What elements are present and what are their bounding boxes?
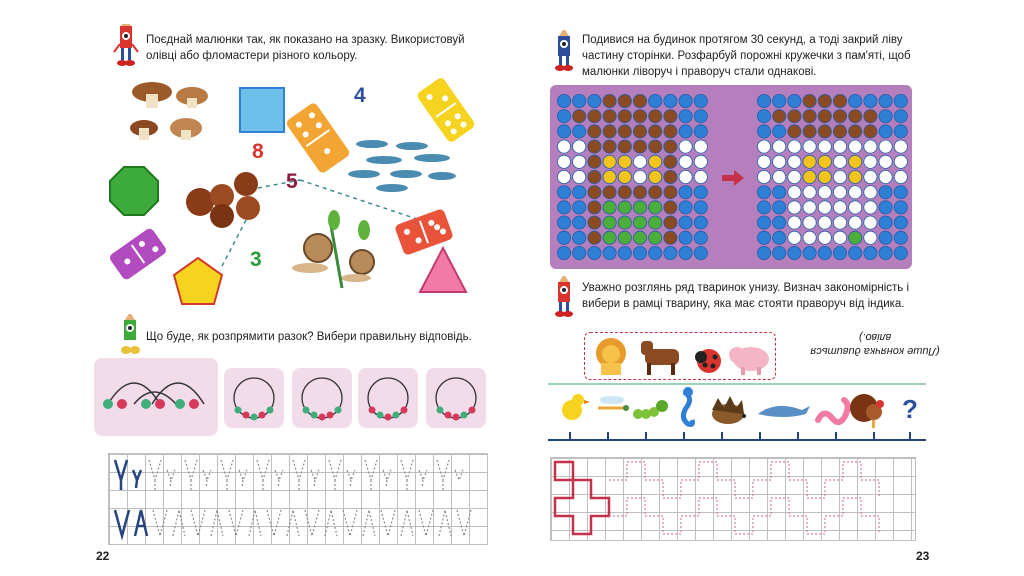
grid-circle — [649, 246, 662, 259]
pencil-mascot-blue-icon — [550, 30, 578, 72]
grid-circle[interactable] — [757, 125, 770, 138]
blue-square-shape — [240, 88, 284, 132]
grid-circle[interactable] — [849, 110, 862, 123]
grid-circle — [633, 201, 646, 214]
grid-circle — [588, 231, 601, 244]
grid-circle — [618, 201, 631, 214]
grid-circle[interactable] — [894, 186, 907, 199]
grid-circle — [679, 201, 692, 214]
grid-circle — [588, 155, 601, 168]
grid-circle — [694, 201, 707, 214]
grid-circle — [603, 110, 616, 123]
grid-circle[interactable] — [757, 246, 770, 259]
grid-circle[interactable] — [879, 246, 892, 259]
grid-circle — [603, 201, 616, 214]
animal-sequence — [548, 378, 928, 448]
pencil-mascot-green-icon — [116, 314, 144, 356]
grid-circle — [557, 216, 570, 229]
grid-circle — [588, 246, 601, 259]
grid-circle — [557, 170, 570, 183]
grid-circle[interactable] — [833, 201, 846, 214]
number-8: 8 — [252, 140, 264, 163]
grid-circle[interactable] — [788, 125, 801, 138]
hedgehog-icon — [712, 396, 746, 424]
grid-circle[interactable] — [818, 246, 831, 259]
grid-circle[interactable] — [818, 140, 831, 153]
grid-circle[interactable] — [864, 110, 877, 123]
grid-circle[interactable] — [773, 110, 786, 123]
answer-choices-frame — [584, 332, 776, 380]
grid-circle — [679, 246, 692, 259]
grid-circle — [573, 201, 586, 214]
grid-circle[interactable] — [773, 140, 786, 153]
grid-circle[interactable] — [833, 216, 846, 229]
grid-circle[interactable] — [818, 125, 831, 138]
grid-circle — [649, 140, 662, 153]
grid-circle[interactable] — [864, 246, 877, 259]
grid-circle[interactable] — [864, 125, 877, 138]
grid-circle[interactable] — [803, 231, 816, 244]
grid-circle — [588, 110, 601, 123]
grid-circle — [557, 110, 570, 123]
grid-circle[interactable] — [833, 170, 846, 183]
grid-circle — [679, 155, 692, 168]
green-octagon-shape — [110, 167, 158, 215]
grid-circle[interactable] — [849, 170, 862, 183]
memory-board — [550, 85, 912, 269]
grid-circle — [557, 186, 570, 199]
trace-pattern-dotted — [609, 462, 879, 534]
number-4: 4 — [354, 84, 366, 107]
grid-circle[interactable] — [833, 231, 846, 244]
grid-circle — [618, 94, 631, 107]
grid-circle — [633, 140, 646, 153]
grid-circle — [618, 216, 631, 229]
grid-circle — [694, 155, 707, 168]
grid-circle — [573, 110, 586, 123]
grid-circle — [679, 125, 692, 138]
grid-circle — [649, 231, 662, 244]
grid-circle — [573, 246, 586, 259]
grid-circle[interactable] — [894, 110, 907, 123]
grid-circle[interactable] — [757, 186, 770, 199]
number-5: 5 — [286, 170, 298, 193]
grid-circle — [664, 140, 677, 153]
grid-circle[interactable] — [879, 155, 892, 168]
grid-circle[interactable] — [803, 170, 816, 183]
grid-circle[interactable] — [818, 110, 831, 123]
grid-circle — [679, 94, 692, 107]
grid-circle — [573, 186, 586, 199]
grid-circle — [573, 155, 586, 168]
sample-pattern-line — [555, 462, 609, 534]
grid-circle — [649, 201, 662, 214]
grid-circle — [588, 125, 601, 138]
grid-circle — [664, 216, 677, 229]
grid-circle[interactable] — [788, 155, 801, 168]
grid-circle — [603, 231, 616, 244]
domino-purple — [108, 227, 168, 281]
grid-circle — [633, 125, 646, 138]
grid-circle[interactable] — [788, 170, 801, 183]
domino-orange — [285, 101, 351, 174]
grid-circle[interactable] — [818, 186, 831, 199]
grid-circle — [649, 216, 662, 229]
grid-circle — [664, 170, 677, 183]
grid-circle[interactable] — [894, 216, 907, 229]
grid-circle[interactable] — [894, 246, 907, 259]
grid-circle — [603, 186, 616, 199]
grid-circle — [633, 246, 646, 259]
domino-yellow — [416, 76, 477, 144]
grid-circle[interactable] — [833, 94, 846, 107]
grid-circle — [649, 155, 662, 168]
pig-icon[interactable] — [729, 347, 769, 375]
grid-circle — [649, 94, 662, 107]
pattern-drawing-grid[interactable] — [550, 457, 916, 541]
grid-circle — [603, 155, 616, 168]
grid-circle[interactable] — [818, 170, 831, 183]
grid-circle — [694, 110, 707, 123]
grid-circle[interactable] — [803, 186, 816, 199]
grid-circle — [573, 170, 586, 183]
grid-circle[interactable] — [773, 246, 786, 259]
bead-option-4[interactable] — [426, 368, 486, 428]
mushrooms-image — [130, 82, 208, 140]
grid-circle — [618, 110, 631, 123]
dolphin-icon — [758, 406, 810, 417]
grid-circle[interactable] — [894, 170, 907, 183]
pencil-mascot-icon — [112, 24, 140, 68]
grid-circle — [588, 140, 601, 153]
grid-circle[interactable] — [818, 155, 831, 168]
grid-circle[interactable] — [757, 201, 770, 214]
grid-circle — [649, 125, 662, 138]
grid-circle[interactable] — [773, 170, 786, 183]
domino-red — [394, 208, 454, 256]
grid-circle — [603, 246, 616, 259]
grid-circle[interactable] — [803, 246, 816, 259]
grid-circle[interactable] — [864, 216, 877, 229]
grid-circle — [618, 231, 631, 244]
house-fill-grid[interactable] — [757, 94, 907, 259]
grid-circle[interactable] — [833, 246, 846, 259]
grid-circle[interactable] — [849, 246, 862, 259]
upside-down-note: (Лише конячка дивиться вліво.) — [810, 331, 940, 357]
matching-exercise — [0, 70, 512, 310]
grid-circle — [649, 186, 662, 199]
grid-circle — [618, 186, 631, 199]
grid-circle — [557, 201, 570, 214]
grid-circle[interactable] — [864, 140, 877, 153]
right-arrow-icon — [722, 170, 744, 186]
grid-circle[interactable] — [849, 186, 862, 199]
grid-circle — [694, 186, 707, 199]
grid-circle[interactable] — [803, 94, 816, 107]
page-number-left: 22 — [96, 549, 110, 563]
grid-circle — [633, 186, 646, 199]
grid-circle[interactable] — [879, 125, 892, 138]
grid-circle[interactable] — [757, 231, 770, 244]
grid-circle — [664, 246, 677, 259]
grid-circle[interactable] — [818, 216, 831, 229]
grid-circle — [633, 216, 646, 229]
grid-circle — [618, 140, 631, 153]
grid-circle — [664, 201, 677, 214]
trace-pattern — [149, 460, 471, 536]
grid-circle[interactable] — [788, 201, 801, 214]
grid-circle — [557, 140, 570, 153]
grid-circle — [618, 246, 631, 259]
grid-circle — [679, 140, 692, 153]
grid-circle[interactable] — [849, 216, 862, 229]
grid-circle[interactable] — [833, 140, 846, 153]
grid-circle — [664, 186, 677, 199]
grid-circle[interactable] — [879, 231, 892, 244]
grid-circle[interactable] — [879, 140, 892, 153]
bead-option-2[interactable] — [292, 368, 352, 428]
grid-circle[interactable] — [818, 231, 831, 244]
grid-circle — [633, 170, 646, 183]
grid-circle — [694, 231, 707, 244]
grid-circle[interactable] — [894, 155, 907, 168]
fishes-image — [348, 140, 456, 192]
grid-circle — [573, 125, 586, 138]
grid-circle — [694, 216, 707, 229]
grid-circle — [649, 110, 662, 123]
grid-circle[interactable] — [757, 216, 770, 229]
grid-circle[interactable] — [788, 231, 801, 244]
memory-task-instruction: Подивися на будинок протягом 30 секунд, а тоді закрий ліву частину сторінки. Розфарбуй порожні кружечки з пам'яті, щоб малюнки ліворуч і праворуч стали однакові. — [582, 34, 911, 78]
grid-circle[interactable] — [894, 140, 907, 153]
grid-circle — [603, 94, 616, 107]
snails-image — [292, 210, 374, 288]
grid-circle[interactable] — [773, 186, 786, 199]
grid-circle[interactable] — [833, 110, 846, 123]
grid-circle[interactable] — [757, 140, 770, 153]
grid-circle[interactable] — [849, 231, 862, 244]
ladybug-icon[interactable] — [695, 349, 721, 373]
grid-circle[interactable] — [833, 155, 846, 168]
grid-circle[interactable] — [879, 110, 892, 123]
horse-icon[interactable] — [641, 341, 679, 375]
grid-circle — [588, 186, 601, 199]
seahorse-icon — [683, 387, 693, 425]
grid-circle — [694, 94, 707, 107]
grid-circle[interactable] — [864, 186, 877, 199]
grid-circle — [603, 140, 616, 153]
grid-circle[interactable] — [833, 125, 846, 138]
page-number-right: 23 — [916, 549, 930, 563]
grid-circle — [557, 231, 570, 244]
caterpillar-icon — [633, 400, 668, 419]
grid-circle — [573, 94, 586, 107]
house-sample-grid — [557, 94, 707, 259]
question-mark: ? — [902, 394, 918, 424]
grid-circle[interactable] — [788, 94, 801, 107]
grid-circle[interactable] — [864, 155, 877, 168]
grid-circle — [664, 155, 677, 168]
grid-circle[interactable] — [803, 140, 816, 153]
grid-circle[interactable] — [803, 125, 816, 138]
grid-circle — [694, 140, 707, 153]
pattern-task-instruction: Уважно розглянь ряд тваринок унизу. Визнач закономірність і вибери в рамці тварину, яка має стояти праворуч від індика. — [582, 282, 910, 310]
grid-circle — [603, 170, 616, 183]
grid-circle[interactable] — [788, 110, 801, 123]
grid-circle — [679, 110, 692, 123]
task2-instruction: Що буде, як розпрямити разок? Вибери правильну відповідь. — [146, 331, 472, 343]
bead-sample-tile — [94, 358, 218, 436]
grid-circle — [588, 94, 601, 107]
handwriting-grid[interactable] — [108, 453, 488, 545]
grid-circle[interactable] — [864, 170, 877, 183]
grid-circle[interactable] — [757, 110, 770, 123]
grid-circle[interactable] — [849, 155, 862, 168]
grid-circle[interactable] — [757, 94, 770, 107]
grid-circle[interactable] — [849, 201, 862, 214]
grid-circle — [633, 110, 646, 123]
grid-circle — [679, 231, 692, 244]
grid-circle — [633, 94, 646, 107]
grid-circle — [557, 125, 570, 138]
grid-circle — [618, 155, 631, 168]
grid-circle — [649, 170, 662, 183]
grid-circle — [679, 170, 692, 183]
grid-circle[interactable] — [773, 231, 786, 244]
grid-circle — [557, 155, 570, 168]
grid-circle[interactable] — [773, 201, 786, 214]
grid-circle[interactable] — [849, 125, 862, 138]
grid-circle — [694, 246, 707, 259]
grid-circle — [679, 186, 692, 199]
grid-circle[interactable] — [818, 94, 831, 107]
bead-option-1[interactable] — [224, 368, 284, 428]
grid-circle[interactable] — [879, 170, 892, 183]
grid-circle[interactable] — [879, 94, 892, 107]
grid-circle[interactable] — [894, 125, 907, 138]
grid-circle[interactable] — [803, 216, 816, 229]
pink-triangle-shape — [420, 248, 466, 292]
grid-circle[interactable] — [788, 140, 801, 153]
grid-circle[interactable] — [757, 155, 770, 168]
grid-circle[interactable] — [894, 231, 907, 244]
dragonfly-icon — [598, 396, 629, 411]
chick-icon — [562, 394, 590, 420]
grid-circle — [603, 216, 616, 229]
grid-circle[interactable] — [864, 94, 877, 107]
grid-circle[interactable] — [879, 216, 892, 229]
right-page — [512, 0, 1024, 576]
grid-circle[interactable] — [773, 94, 786, 107]
grid-circle — [573, 140, 586, 153]
grid-circle[interactable] — [849, 140, 862, 153]
grid-circle[interactable] — [773, 216, 786, 229]
grid-circle — [633, 155, 646, 168]
grid-circle[interactable] — [803, 110, 816, 123]
yellow-pentagon-shape — [174, 258, 222, 304]
house-circles-grid[interactable] — [550, 85, 912, 269]
task1-instruction: Поєднай малюнки так, як показано на зразку. Використовуй олівці або фломастери різного кольору. — [146, 34, 465, 62]
grid-circle[interactable] — [788, 216, 801, 229]
grid-circle — [557, 94, 570, 107]
grid-circle[interactable] — [849, 94, 862, 107]
grid-circle[interactable] — [833, 186, 846, 199]
grid-circle[interactable] — [803, 201, 816, 214]
grid-circle[interactable] — [773, 125, 786, 138]
grid-circle[interactable] — [803, 155, 816, 168]
grid-circle — [573, 231, 586, 244]
grid-circle — [618, 170, 631, 183]
grid-circle — [557, 246, 570, 259]
bead-option-3[interactable] — [358, 368, 418, 428]
grid-circle[interactable] — [773, 155, 786, 168]
grid-circle[interactable] — [788, 246, 801, 259]
worm-icon — [818, 400, 848, 422]
pencil-mascot-red-icon — [550, 276, 578, 318]
grid-circle[interactable] — [894, 201, 907, 214]
grid-circle — [588, 216, 601, 229]
grid-circle — [694, 125, 707, 138]
grid-circle — [664, 125, 677, 138]
grid-circle — [603, 125, 616, 138]
grid-circle — [588, 170, 601, 183]
grid-circle — [679, 216, 692, 229]
grid-circle — [633, 231, 646, 244]
number-3: 3 — [250, 248, 262, 271]
grid-circle[interactable] — [864, 201, 877, 214]
grid-circle[interactable] — [879, 186, 892, 199]
grid-circle — [694, 170, 707, 183]
grid-circle — [664, 94, 677, 107]
chestnuts-image — [186, 172, 260, 228]
grid-circle — [618, 125, 631, 138]
grid-circle — [664, 231, 677, 244]
lion-icon[interactable] — [596, 338, 626, 375]
grid-circle[interactable] — [818, 201, 831, 214]
grid-circle[interactable] — [879, 201, 892, 214]
grid-circle — [573, 216, 586, 229]
grid-circle — [588, 201, 601, 214]
grid-circle[interactable] — [894, 94, 907, 107]
grid-circle — [664, 110, 677, 123]
turkey-icon — [850, 394, 884, 428]
grid-circle[interactable] — [788, 186, 801, 199]
grid-circle[interactable] — [864, 231, 877, 244]
grid-circle[interactable] — [757, 170, 770, 183]
